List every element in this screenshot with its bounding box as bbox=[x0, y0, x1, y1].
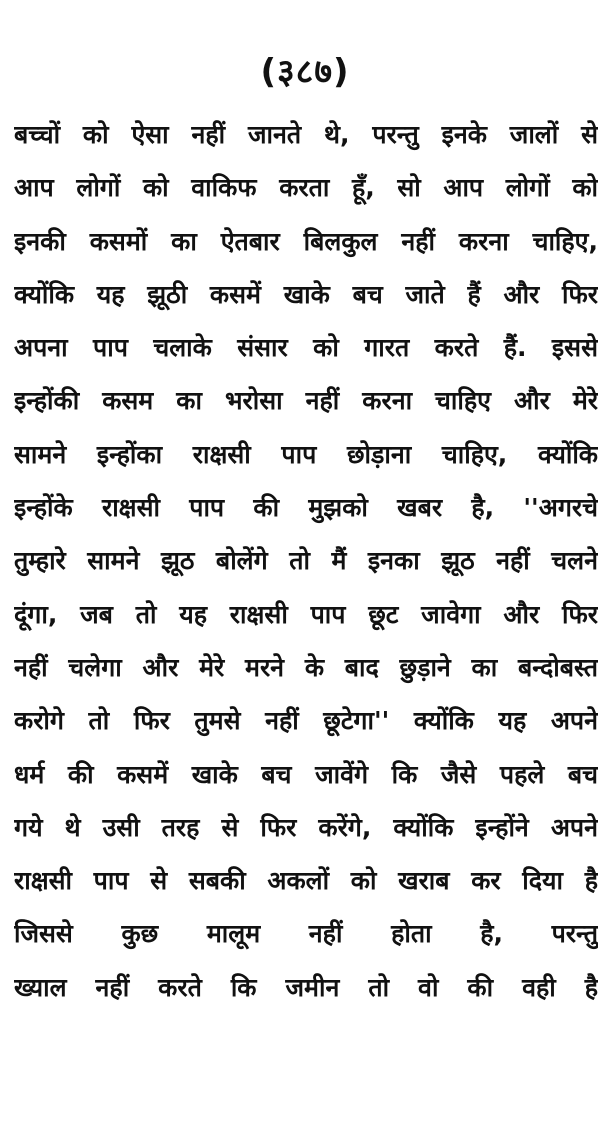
text-line-7: सामने इन्होंका राक्षसी पाप छोड़ाना चाहिए, क्योंकि bbox=[14, 439, 598, 469]
text-line-17: ख्याल नहीं करते कि जमीन तो वो की वही है bbox=[14, 972, 598, 1002]
text-line-2: आप लोगों को वाकिफ करता हूँ, सो आप लोगों को bbox=[14, 173, 598, 203]
text-line-1: बच्चों को ऐसा नहीं जानते थे, परन्तु इनके जालों से bbox=[14, 120, 598, 149]
text-line-10: दूंगा, जब तो यह राक्षसी पाप छूट जावेगा और फिर bbox=[14, 599, 598, 629]
text-line-4: क्योंकि यह झूठी कसमें खाके बच जाते हैं और फिर bbox=[14, 279, 598, 309]
text-line-12: करोगे तो फिर तुमसे नहीं छूटेगा'' क्योंकि यह अपने bbox=[14, 706, 598, 736]
text-line-15: राक्षसी पाप से सबकी अकलों को खराब कर दिया है bbox=[14, 866, 598, 896]
text-line-5: अपना पाप चलाके संसार को गारत करते हैं. इससे bbox=[14, 333, 598, 363]
text-line-9: तुम्हारे सामने झूठ बोलेंगे तो मैं इनका झूठ नहीं चलने bbox=[14, 546, 598, 576]
text-line-11: नहीं चलेगा और मेरे मरने के बाद छुड़ाने का बन्दोबस्त bbox=[14, 652, 598, 682]
text-line-14: गये थे उसी तरह से फिर करेंगे, क्योंकि इन्होंने अपने bbox=[14, 812, 598, 842]
text-line-3: इनकी कसमों का ऐतबार बिलकुल नहीं करना चाहिए, bbox=[14, 226, 598, 256]
text-line-13: धर्म की कसमें खाके बच जावेंगे कि जैसे पहले बच bbox=[14, 759, 598, 789]
text-line-6: इन्होंकी कसम का भरोसा नहीं करना चाहिए और मेरे bbox=[14, 386, 598, 416]
page-number: (३८७) bbox=[260, 52, 350, 92]
text-line-16: जिससे कुछ मालूम नहीं होता है, परन्तु bbox=[14, 919, 598, 949]
body-text bbox=[14, 108, 598, 1014]
text-line-8: इन्होंके राक्षसी पाप की मुझको खबर है, ''अगरचे bbox=[14, 493, 598, 523]
